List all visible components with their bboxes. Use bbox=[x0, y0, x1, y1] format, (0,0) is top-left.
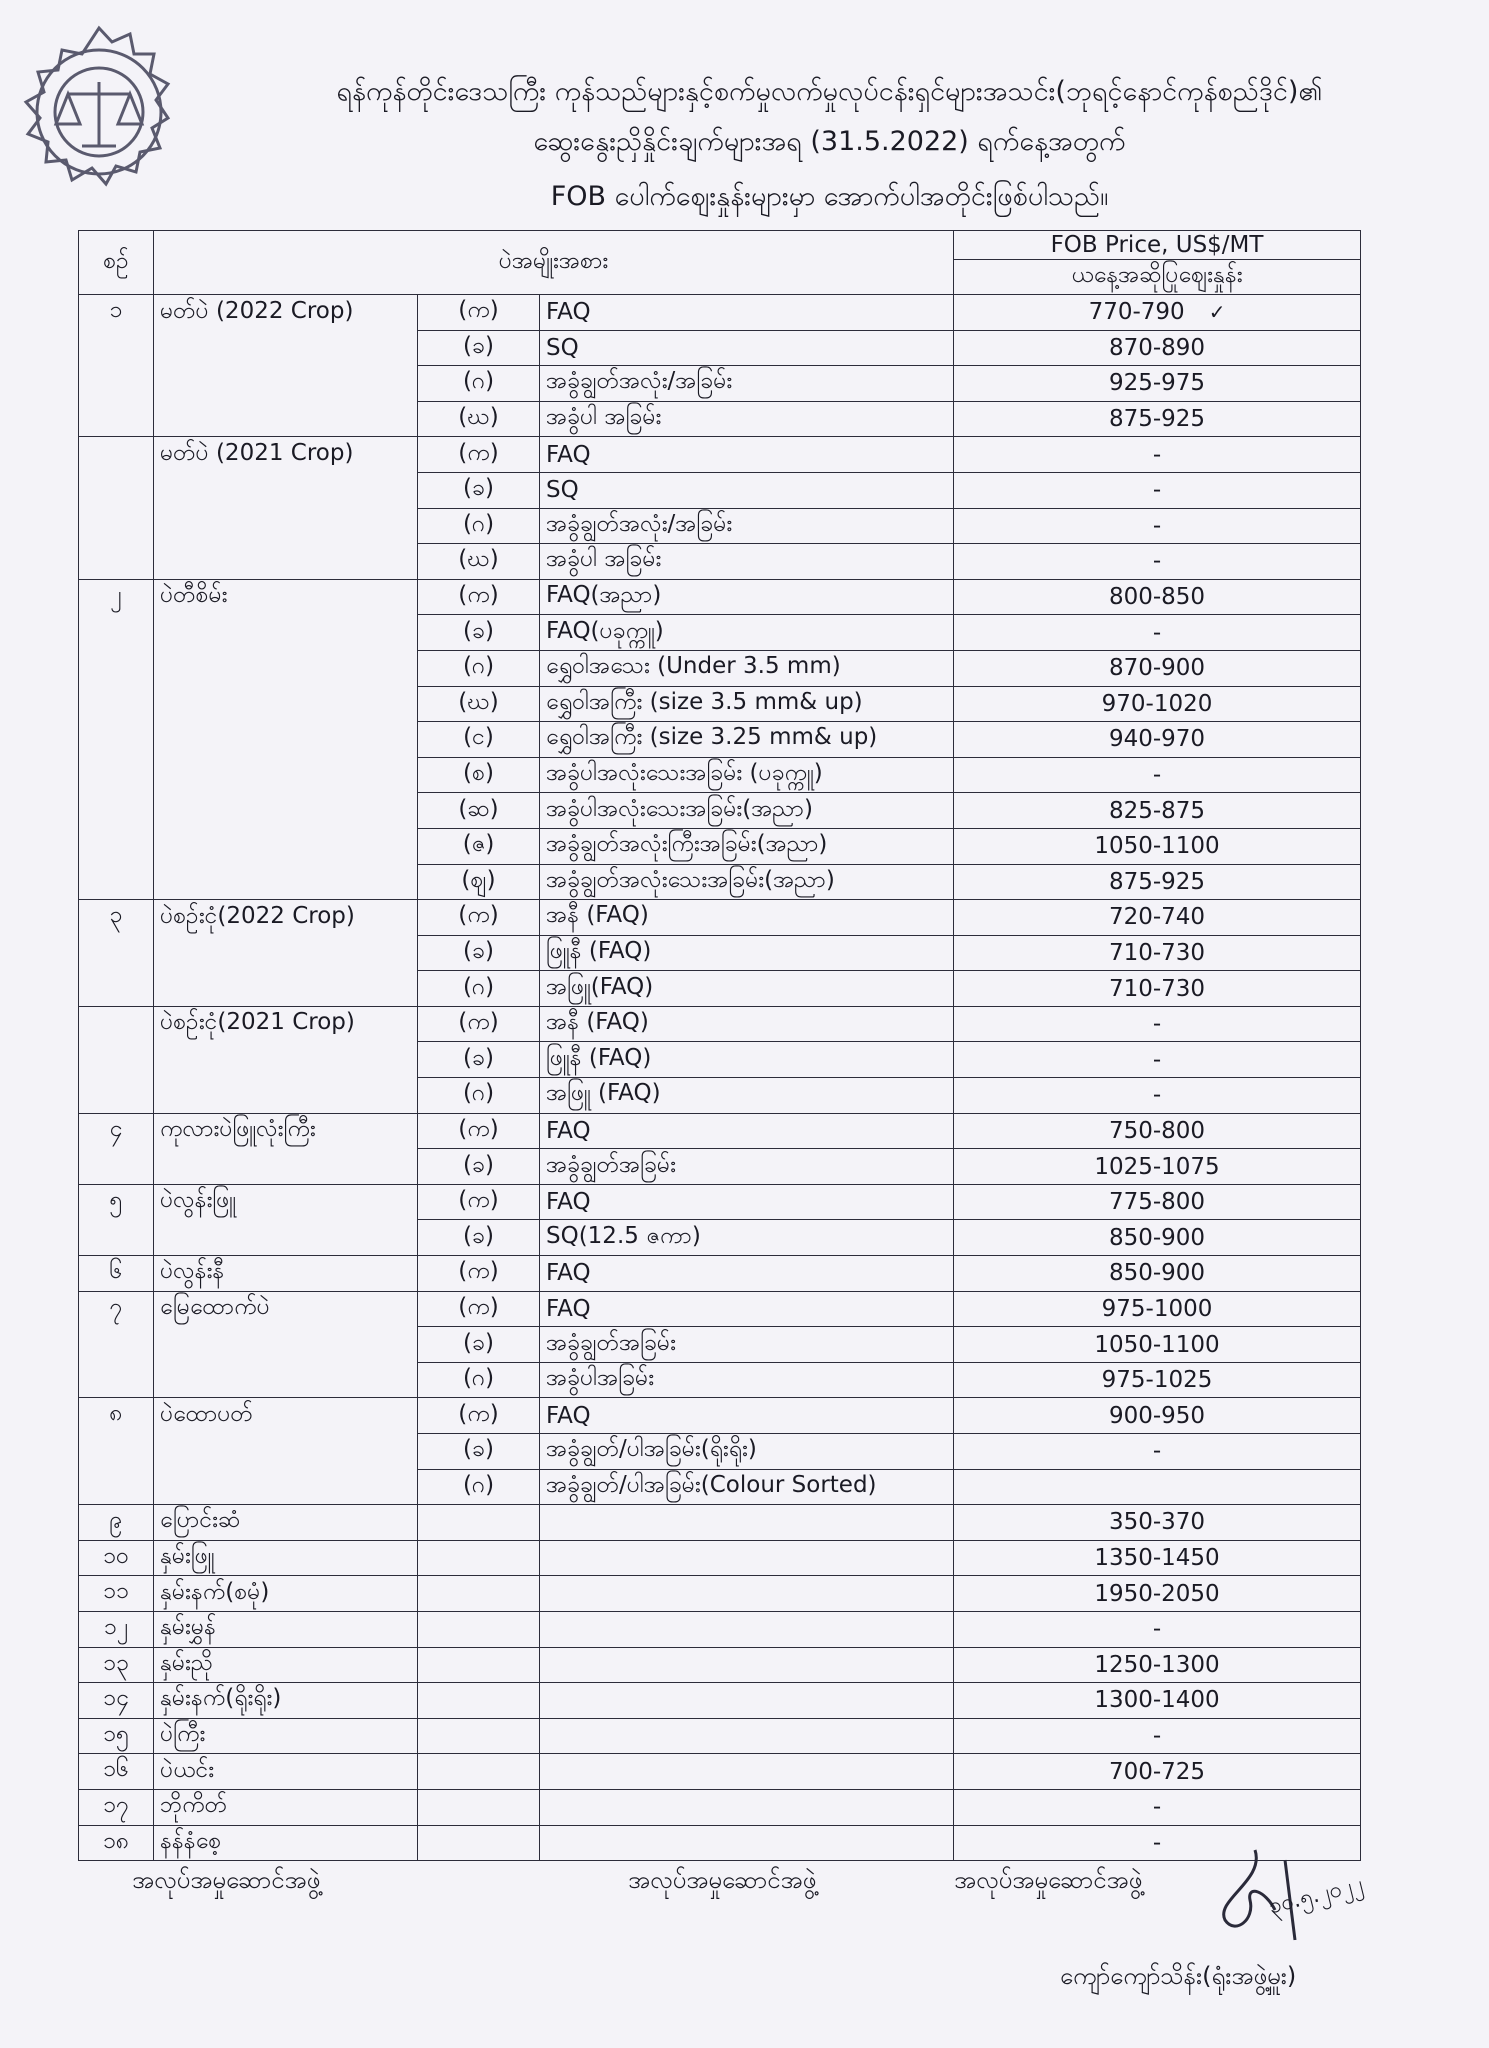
table-row bbox=[79, 1078, 1361, 1114]
row-price: 970-1020 bbox=[954, 686, 1361, 722]
row-price: 720-740 bbox=[954, 900, 1361, 936]
row-item-name bbox=[154, 650, 418, 686]
row-item-name bbox=[154, 1149, 418, 1185]
row-number bbox=[79, 1434, 154, 1470]
table-row bbox=[79, 686, 1361, 722]
row-grade: (ခ) bbox=[418, 615, 540, 651]
row-description bbox=[540, 1825, 954, 1861]
row-grade bbox=[418, 1647, 540, 1683]
row-item-name: ဘိုကိတ် bbox=[154, 1789, 418, 1825]
row-price: 1250-1300 bbox=[954, 1647, 1361, 1683]
row-description: SQ bbox=[540, 472, 954, 508]
row-price: - bbox=[954, 544, 1361, 580]
row-price: - bbox=[954, 508, 1361, 544]
table-row bbox=[79, 1113, 1361, 1149]
row-description: FAQ bbox=[540, 1291, 954, 1327]
row-description: FAQ bbox=[540, 1184, 954, 1220]
row-item-name: မတ်ပဲ (2022 Crop) bbox=[154, 295, 418, 331]
table-row bbox=[79, 508, 1361, 544]
row-number bbox=[79, 793, 154, 829]
table-row bbox=[79, 900, 1361, 936]
table-row bbox=[79, 366, 1361, 402]
col-header-fob: FOB Price, US$/MT bbox=[954, 231, 1361, 260]
table-row bbox=[79, 1789, 1361, 1825]
row-grade: (ခ) bbox=[418, 330, 540, 366]
signer-name: ကျော်ကျော်သိန်း(ရုံးအဖွဲ့မှူး) bbox=[1060, 1962, 1297, 1990]
table-row bbox=[79, 1291, 1361, 1327]
row-item-name bbox=[154, 472, 418, 508]
row-item-name bbox=[154, 864, 418, 900]
row-number bbox=[79, 437, 154, 473]
row-price: 800-850 bbox=[954, 579, 1361, 615]
row-number bbox=[79, 650, 154, 686]
row-item-name: နှမ်းမွှန် bbox=[154, 1611, 418, 1647]
row-item-name bbox=[154, 1362, 418, 1398]
row-number bbox=[79, 971, 154, 1007]
row-item-name: ပဲစဉ်းငုံ(2021 Crop) bbox=[154, 1006, 418, 1042]
row-description: SQ(12.5 ဇကာ) bbox=[540, 1220, 954, 1256]
row-price: 940-970 bbox=[954, 722, 1361, 758]
table-row bbox=[79, 1327, 1361, 1363]
row-item-name bbox=[154, 935, 418, 971]
row-number bbox=[79, 935, 154, 971]
table-row bbox=[79, 1505, 1361, 1541]
row-grade: (ဃ) bbox=[418, 686, 540, 722]
row-description bbox=[540, 1576, 954, 1612]
table-row bbox=[79, 1647, 1361, 1683]
row-item-name: ပဲလွန်းနီ bbox=[154, 1256, 418, 1292]
row-item-name: နှမ်းနက်(ရိုးရိုး) bbox=[154, 1683, 418, 1719]
row-item-name: ပဲကြီး bbox=[154, 1718, 418, 1754]
row-item-name bbox=[154, 1220, 418, 1256]
row-number bbox=[79, 722, 154, 758]
row-price: - bbox=[954, 1825, 1361, 1861]
row-item-name: နှမ်းဖြူ bbox=[154, 1540, 418, 1576]
row-number: ၇ bbox=[79, 1291, 154, 1327]
row-price: 1950-2050 bbox=[954, 1576, 1361, 1612]
row-description: အခွံချွတ်အခြမ်း bbox=[540, 1327, 954, 1363]
table-row bbox=[79, 722, 1361, 758]
row-price: 900-950 bbox=[954, 1398, 1361, 1434]
row-grade: (က) bbox=[418, 579, 540, 615]
check-mark-icon: ✓ bbox=[1208, 300, 1226, 325]
row-description: FAQ(အညာ) bbox=[540, 579, 954, 615]
row-price: - bbox=[954, 1434, 1361, 1470]
table-row bbox=[79, 864, 1361, 900]
row-item-name bbox=[154, 1434, 418, 1470]
row-grade: (ခ) bbox=[418, 1149, 540, 1185]
row-grade bbox=[418, 1611, 540, 1647]
row-description: FAQ bbox=[540, 437, 954, 473]
row-grade: (က) bbox=[418, 437, 540, 473]
row-item-name: ပဲတီစိမ်း bbox=[154, 579, 418, 615]
row-number: ၆ bbox=[79, 1256, 154, 1292]
row-price: - bbox=[954, 1789, 1361, 1825]
signature-label-2: အလုပ်အမှုဆောင်အဖွဲ့ bbox=[628, 1866, 817, 1894]
row-grade: (ဂ) bbox=[418, 1469, 540, 1505]
row-price: 1025-1075 bbox=[954, 1149, 1361, 1185]
table-row bbox=[79, 1540, 1361, 1576]
row-number: ၄ bbox=[79, 1113, 154, 1149]
row-description: အခွံပါအလုံးသေးအခြမ်း (ပခုက္ကူ) bbox=[540, 757, 954, 793]
row-grade: (ဈ) bbox=[418, 864, 540, 900]
row-grade: (စ) bbox=[418, 757, 540, 793]
row-grade: (က) bbox=[418, 295, 540, 331]
row-grade: (ခ) bbox=[418, 935, 540, 971]
table-row bbox=[79, 1611, 1361, 1647]
row-description: အဖြူ (FAQ) bbox=[540, 1078, 954, 1114]
row-item-name bbox=[154, 722, 418, 758]
row-price: 850-900 bbox=[954, 1256, 1361, 1292]
row-price: 850-900 bbox=[954, 1220, 1361, 1256]
row-number bbox=[79, 615, 154, 651]
row-number: ၁၈ bbox=[79, 1825, 154, 1861]
row-item-name: နှမ်းနက်(စမုံ) bbox=[154, 1576, 418, 1612]
document-title: ရန်ကုန်တိုင်းဒေသကြီး ကုန်သည်များနှင့်စက်မှုလက်မှုလုပ်ငန်းရှင်များအသင်း(ဘုရင့်နောင်ကုန်စည်ဒိုင်)၏ bbox=[336, 76, 1323, 107]
row-price: 870-900 bbox=[954, 650, 1361, 686]
row-price: 875-925 bbox=[954, 864, 1361, 900]
row-grade: (က) bbox=[418, 900, 540, 936]
row-price: 870-890 bbox=[954, 330, 1361, 366]
row-price: 775-800 bbox=[954, 1184, 1361, 1220]
row-price: 975-1000 bbox=[954, 1291, 1361, 1327]
row-number bbox=[79, 1220, 154, 1256]
row-description: အခွံပါအခြမ်း bbox=[540, 1362, 954, 1398]
row-item-name bbox=[154, 330, 418, 366]
row-number: ၉ bbox=[79, 1505, 154, 1541]
row-item-name: ပဲထောပတ် bbox=[154, 1398, 418, 1434]
row-number: ၁၃ bbox=[79, 1647, 154, 1683]
table-row bbox=[79, 437, 1361, 473]
row-description: ရွှေဝါအကြီး (size 3.5 mm& up) bbox=[540, 686, 954, 722]
row-price: 825-875 bbox=[954, 793, 1361, 829]
row-price bbox=[954, 1469, 1361, 1505]
row-price: - bbox=[954, 757, 1361, 793]
row-number bbox=[79, 330, 154, 366]
table-row bbox=[79, 1398, 1361, 1434]
row-item-name: မတ်ပဲ (2021 Crop) bbox=[154, 437, 418, 473]
row-grade: (ဂ) bbox=[418, 650, 540, 686]
row-grade: (ခ) bbox=[418, 1327, 540, 1363]
row-item-name bbox=[154, 828, 418, 864]
table-row bbox=[79, 1825, 1361, 1861]
row-item-name: နှမ်းညို bbox=[154, 1647, 418, 1683]
row-number: ၅ bbox=[79, 1184, 154, 1220]
row-item-name bbox=[154, 1042, 418, 1078]
row-price: 710-730 bbox=[954, 971, 1361, 1007]
table-row bbox=[79, 544, 1361, 580]
row-item-name bbox=[154, 1327, 418, 1363]
row-price: - bbox=[954, 615, 1361, 651]
row-grade: (ခ) bbox=[418, 1434, 540, 1470]
row-number: ၁၆ bbox=[79, 1754, 154, 1790]
row-description bbox=[540, 1540, 954, 1576]
row-number: ၁ bbox=[79, 295, 154, 331]
row-grade: (ဂ) bbox=[418, 366, 540, 402]
row-item-name bbox=[154, 366, 418, 402]
table-row bbox=[79, 1576, 1361, 1612]
row-price: - bbox=[954, 1006, 1361, 1042]
row-item-name: ပြောင်းဆံ bbox=[154, 1505, 418, 1541]
row-price-value: 770-790 bbox=[1088, 299, 1185, 326]
row-description bbox=[540, 1754, 954, 1790]
row-description: အနီ (FAQ) bbox=[540, 900, 954, 936]
row-number bbox=[79, 401, 154, 437]
row-grade: (ဆ) bbox=[418, 793, 540, 829]
row-description bbox=[540, 1611, 954, 1647]
row-description bbox=[540, 1647, 954, 1683]
table-row bbox=[79, 1469, 1361, 1505]
row-description: ရွှေဝါအသေး (Under 3.5 mm) bbox=[540, 650, 954, 686]
row-description: FAQ(ပခုက္ကူ) bbox=[540, 615, 954, 651]
row-number bbox=[79, 366, 154, 402]
table-row bbox=[79, 1149, 1361, 1185]
row-description: အခွံချွတ်အလုံးကြီးအခြမ်း(အညာ) bbox=[540, 828, 954, 864]
table-row bbox=[79, 615, 1361, 651]
row-price: 750-800 bbox=[954, 1113, 1361, 1149]
row-description bbox=[540, 1718, 954, 1754]
signature-label-1: အလုပ်အမှုဆောင်အဖွဲ့ bbox=[132, 1866, 321, 1894]
row-number bbox=[79, 1327, 154, 1363]
table-row bbox=[79, 472, 1361, 508]
document-subtitle: ဆွေးနွေးညှိနှိုင်းချက်များအရ (31.5.2022) ရက်နေ့အတွက် bbox=[533, 126, 1126, 157]
row-item-name: ပဲလွန်းဖြူ bbox=[154, 1184, 418, 1220]
row-description: ဖြူနီ (FAQ) bbox=[540, 935, 954, 971]
row-item-name: ပဲစဉ်းငုံ(2022 Crop) bbox=[154, 900, 418, 936]
table-row bbox=[79, 1042, 1361, 1078]
row-grade bbox=[418, 1540, 540, 1576]
row-description: SQ bbox=[540, 330, 954, 366]
row-grade bbox=[418, 1825, 540, 1861]
row-grade: (က) bbox=[418, 1006, 540, 1042]
row-description: ဖြူနီ (FAQ) bbox=[540, 1042, 954, 1078]
row-grade: (ဇ) bbox=[418, 828, 540, 864]
handwritten-date: ၃၀.၅.၂၀၂၂ bbox=[1266, 1871, 1366, 1920]
row-number: ၁၄ bbox=[79, 1683, 154, 1719]
row-number bbox=[79, 864, 154, 900]
row-number bbox=[79, 508, 154, 544]
row-description: အဖြူ(FAQ) bbox=[540, 971, 954, 1007]
row-price: 1300-1400 bbox=[954, 1683, 1361, 1719]
row-grade bbox=[418, 1754, 540, 1790]
row-grade: (ဂ) bbox=[418, 508, 540, 544]
row-number bbox=[79, 1362, 154, 1398]
row-grade bbox=[418, 1718, 540, 1754]
row-number: ၁၇ bbox=[79, 1789, 154, 1825]
col-header-no: စဉ် bbox=[79, 231, 154, 295]
table-row bbox=[79, 401, 1361, 437]
row-number: ၁၅ bbox=[79, 1718, 154, 1754]
row-description bbox=[540, 1789, 954, 1825]
col-header-today: ယနေ့အဆိုပြုဈေးနှုန်း bbox=[954, 260, 1361, 295]
row-grade: (က) bbox=[418, 1256, 540, 1292]
row-grade bbox=[418, 1505, 540, 1541]
table-row bbox=[79, 935, 1361, 971]
row-description: အခွံချွတ်/ပါအခြမ်း(ရိုးရိုး) bbox=[540, 1434, 954, 1470]
row-item-name bbox=[154, 686, 418, 722]
table-row bbox=[79, 330, 1361, 366]
row-number bbox=[79, 686, 154, 722]
document-intro: FOB ပေါက်ဈေးနှုန်းများမှာ အောက်ပါအတိုင်းဖြစ်ပါသည်။ bbox=[550, 181, 1109, 212]
row-price: 875-925 bbox=[954, 401, 1361, 437]
table-row bbox=[79, 1754, 1361, 1790]
row-grade: (က) bbox=[418, 1398, 540, 1434]
row-description bbox=[540, 1683, 954, 1719]
row-price: 710-730 bbox=[954, 935, 1361, 971]
row-description: အနီ (FAQ) bbox=[540, 1006, 954, 1042]
row-number: ၃ bbox=[79, 900, 154, 936]
row-number: ၂ bbox=[79, 579, 154, 615]
row-number: ၈ bbox=[79, 1398, 154, 1434]
row-item-name: ကုလားပဲဖြူလုံးကြီး bbox=[154, 1113, 418, 1149]
table-row bbox=[79, 1434, 1361, 1470]
row-description: အခွံပါအလုံးသေးအခြမ်း(အညာ) bbox=[540, 793, 954, 829]
row-description: အခွံချွတ်အလုံးသေးအခြမ်း(အညာ) bbox=[540, 864, 954, 900]
row-number bbox=[79, 544, 154, 580]
table-row bbox=[79, 1256, 1361, 1292]
row-price: - bbox=[954, 1078, 1361, 1114]
row-item-name bbox=[154, 615, 418, 651]
row-grade: (ဃ) bbox=[418, 544, 540, 580]
row-price: 1050-1100 bbox=[954, 828, 1361, 864]
row-grade: (င) bbox=[418, 722, 540, 758]
row-number bbox=[79, 1469, 154, 1505]
row-price: - bbox=[954, 472, 1361, 508]
col-header-type: ပဲအမျိုးအစား bbox=[154, 231, 954, 295]
row-description: အခွံချွတ်အလုံး/အခြမ်း bbox=[540, 508, 954, 544]
row-grade bbox=[418, 1789, 540, 1825]
row-grade: (က) bbox=[418, 1184, 540, 1220]
row-number bbox=[79, 1006, 154, 1042]
row-number bbox=[79, 1078, 154, 1114]
row-number bbox=[79, 1149, 154, 1185]
row-grade: (ဃ) bbox=[418, 401, 540, 437]
row-price: - bbox=[954, 1718, 1361, 1754]
row-grade bbox=[418, 1683, 540, 1719]
row-grade: (ခ) bbox=[418, 472, 540, 508]
row-description bbox=[540, 1505, 954, 1541]
row-description: ရွှေဝါအကြီး (size 3.25 mm& up) bbox=[540, 722, 954, 758]
row-description: FAQ bbox=[540, 1113, 954, 1149]
table-header-row bbox=[79, 231, 1361, 260]
row-price: 925-975 bbox=[954, 366, 1361, 402]
row-number bbox=[79, 828, 154, 864]
row-item-name bbox=[154, 1078, 418, 1114]
row-grade: (ခ) bbox=[418, 1220, 540, 1256]
row-description: အခွံပါ အခြမ်း bbox=[540, 544, 954, 580]
row-item-name bbox=[154, 401, 418, 437]
row-number bbox=[79, 472, 154, 508]
row-item-name bbox=[154, 757, 418, 793]
row-item-name bbox=[154, 793, 418, 829]
row-description: FAQ bbox=[540, 295, 954, 331]
row-grade: (က) bbox=[418, 1291, 540, 1327]
table-row bbox=[79, 828, 1361, 864]
row-price: 1050-1100 bbox=[954, 1327, 1361, 1363]
row-item-name bbox=[154, 544, 418, 580]
row-grade: (ဂ) bbox=[418, 1078, 540, 1114]
row-description: အခွံချွတ်အလုံး/အခြမ်း bbox=[540, 366, 954, 402]
row-description: FAQ bbox=[540, 1256, 954, 1292]
row-price: 350-370 bbox=[954, 1505, 1361, 1541]
row-price: 1350-1450 bbox=[954, 1540, 1361, 1576]
table-row bbox=[79, 579, 1361, 615]
row-grade bbox=[418, 1576, 540, 1612]
table-row bbox=[79, 295, 1361, 331]
row-description: FAQ bbox=[540, 1398, 954, 1434]
table-row bbox=[79, 757, 1361, 793]
table-row bbox=[79, 971, 1361, 1007]
price-table bbox=[78, 230, 1361, 1861]
row-item-name bbox=[154, 1469, 418, 1505]
row-price: 700-725 bbox=[954, 1754, 1361, 1790]
row-price bbox=[954, 295, 1361, 331]
row-price: 975-1025 bbox=[954, 1362, 1361, 1398]
row-grade: (ခ) bbox=[418, 1042, 540, 1078]
row-number: ၁၁ bbox=[79, 1576, 154, 1612]
table-row bbox=[79, 793, 1361, 829]
row-price: - bbox=[954, 1042, 1361, 1078]
row-number bbox=[79, 757, 154, 793]
row-number bbox=[79, 1042, 154, 1078]
row-number: ၁၀ bbox=[79, 1540, 154, 1576]
row-number: ၁၂ bbox=[79, 1611, 154, 1647]
table-row bbox=[79, 1184, 1361, 1220]
table-row bbox=[79, 650, 1361, 686]
row-item-name bbox=[154, 508, 418, 544]
row-description: အခွံပါ အခြမ်း bbox=[540, 401, 954, 437]
row-item-name: မြေထောက်ပဲ bbox=[154, 1291, 418, 1327]
table-row bbox=[79, 1718, 1361, 1754]
table-row bbox=[79, 1220, 1361, 1256]
row-item-name bbox=[154, 971, 418, 1007]
row-grade: (ဂ) bbox=[418, 1362, 540, 1398]
row-grade: (က) bbox=[418, 1113, 540, 1149]
table-row bbox=[79, 1683, 1361, 1719]
row-price: - bbox=[954, 437, 1361, 473]
table-row bbox=[79, 1362, 1361, 1398]
table-row bbox=[79, 1006, 1361, 1042]
row-description: အခွံချွတ်အခြမ်း bbox=[540, 1149, 954, 1185]
row-item-name: ပဲယင်း bbox=[154, 1754, 418, 1790]
row-description: အခွံချွတ်/ပါအခြမ်း(Colour Sorted) bbox=[540, 1469, 954, 1505]
row-price: - bbox=[954, 1611, 1361, 1647]
row-item-name: နန်နံစေ့ bbox=[154, 1825, 418, 1861]
signature-label-3: အလုပ်အမှုဆောင်အဖွဲ့ bbox=[954, 1866, 1143, 1894]
row-grade: (ဂ) bbox=[418, 971, 540, 1007]
